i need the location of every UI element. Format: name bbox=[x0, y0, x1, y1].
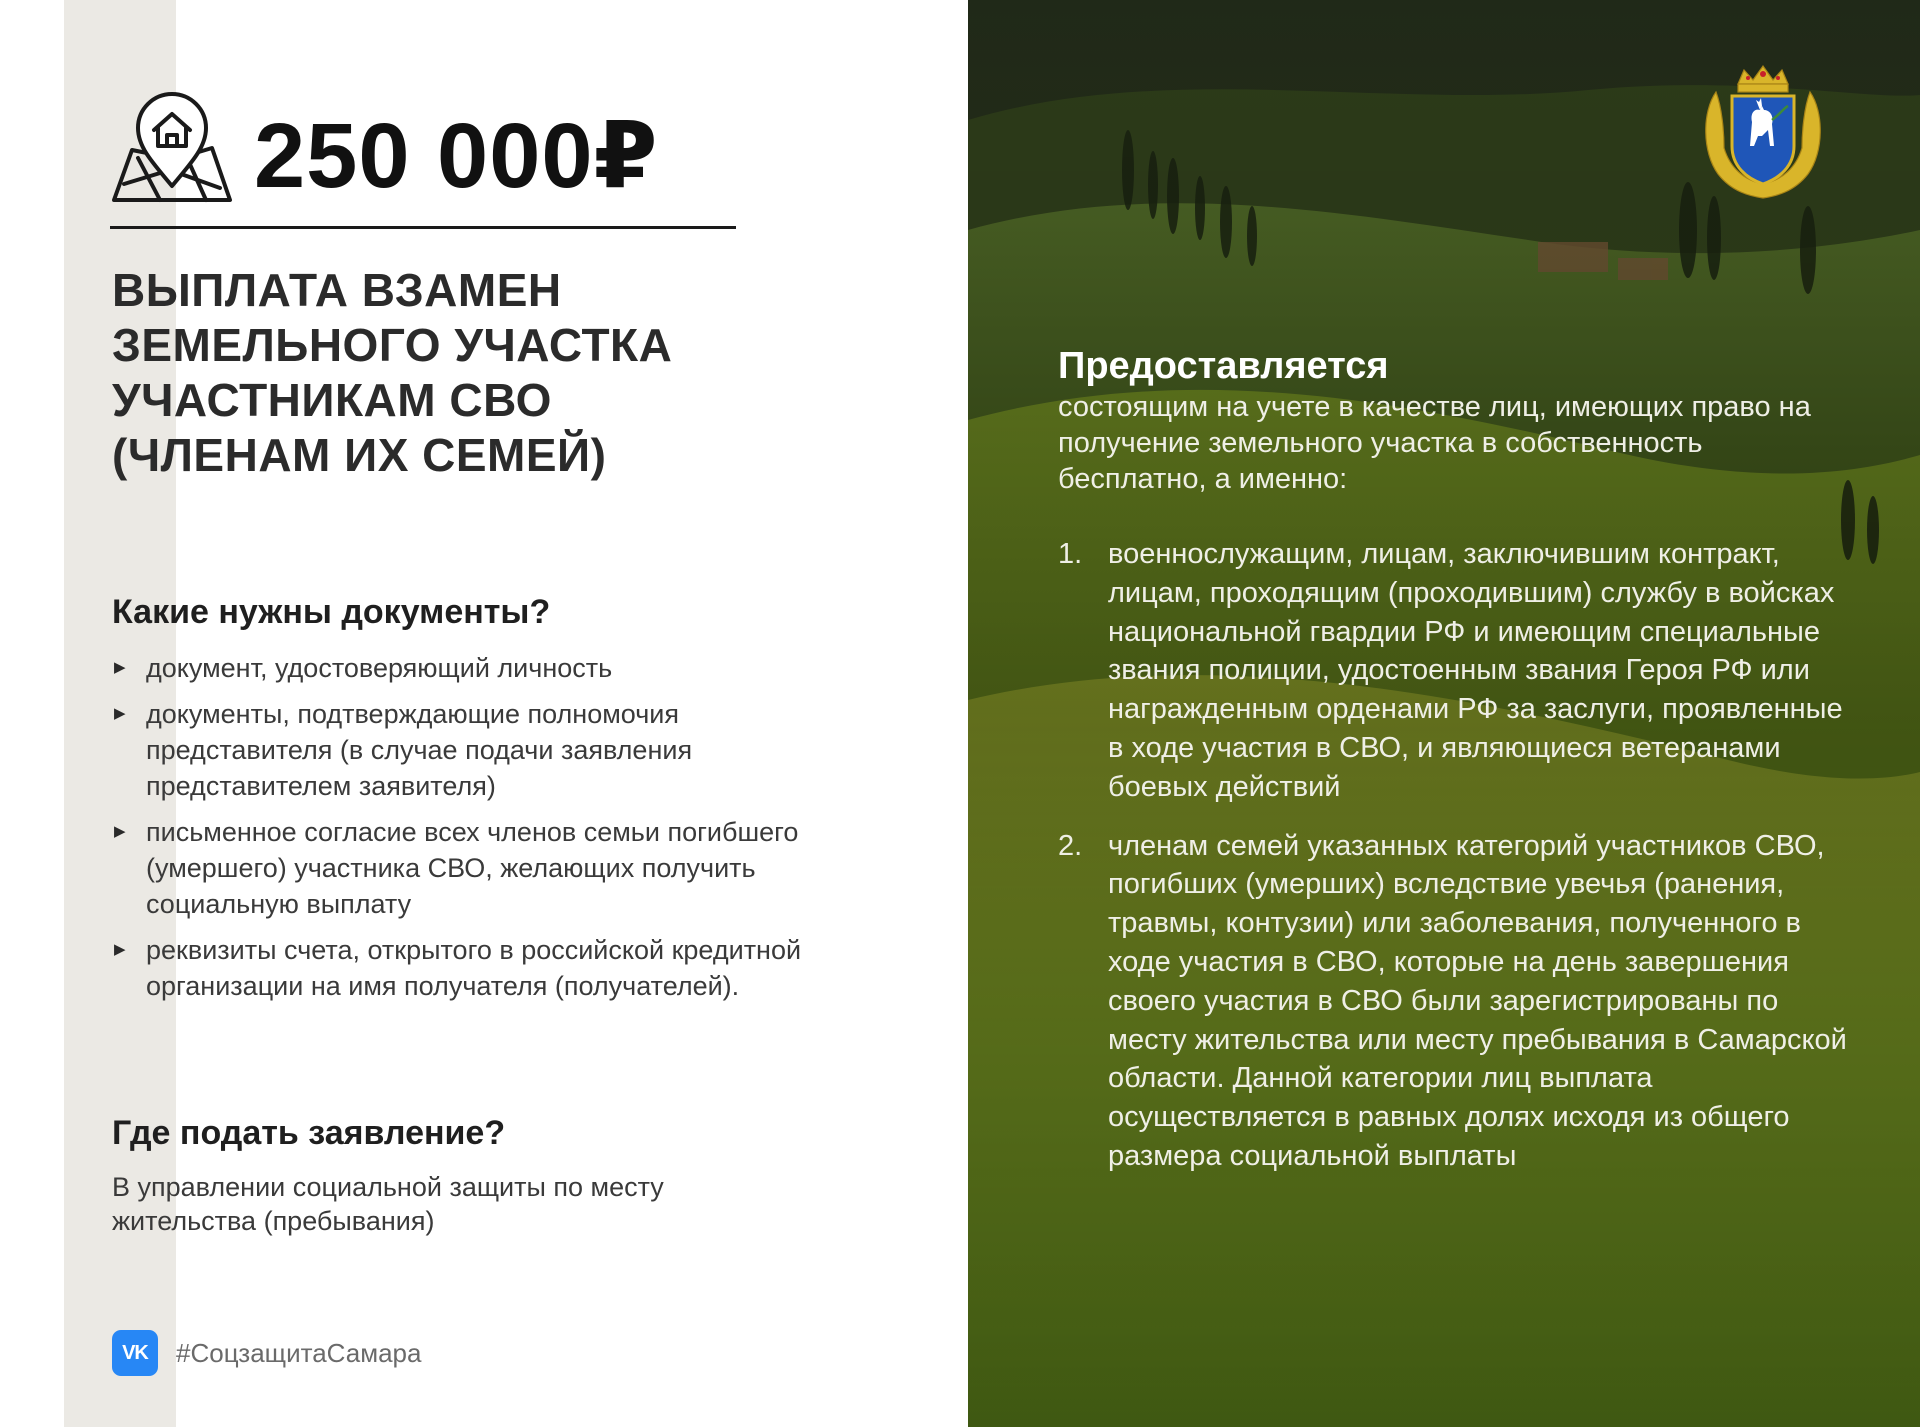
title-line: ВЫПЛАТА ВЗАМЕН bbox=[112, 264, 562, 316]
list-item bbox=[112, 650, 812, 686]
title-line: ЗЕМЕЛЬНОГО УЧАСТКА bbox=[112, 319, 673, 371]
hashtag-link[interactable]: #СоцзащитаСамара bbox=[176, 1338, 422, 1368]
hero-amount-block bbox=[110, 86, 736, 228]
eligibility-block bbox=[1058, 343, 1858, 1196]
title-line: (ЧЛЕНАМ ИХ СЕМЕЙ) bbox=[112, 429, 607, 481]
list-item bbox=[1058, 535, 1858, 807]
list-item-text: военнослужащим, лицам, заключившим контракт, лицам, проходящим (проходившим) службу в войсках национальной гвардии РФ и имеющим специальные звания полиции, удостоенным звания Героя РФ или награжденным орденами РФ за заслуги, проявленные в ходе участия в СВО, и являющиеся ветеранами боевых действий bbox=[1108, 538, 1843, 803]
page-title bbox=[112, 263, 812, 483]
where-text: В управлении социальной защиты по месту жительства (пребывания) bbox=[112, 1172, 664, 1236]
amount-value: 250 000₽ bbox=[254, 105, 659, 207]
divider bbox=[110, 226, 736, 229]
right-panel bbox=[968, 0, 1920, 1427]
triangle-bullet-icon: ▶ bbox=[114, 823, 126, 840]
item-number: 2. bbox=[1058, 829, 1083, 862]
list-item bbox=[1058, 827, 1858, 1176]
map-house-icon bbox=[110, 88, 234, 206]
list-item-text: письменное согласие всех членов семьи погибшего (умершего) участника СВО, желающих получить социальную выплату bbox=[146, 817, 799, 919]
vk-icon[interactable] bbox=[112, 1330, 158, 1376]
list-item-text: членам семей указанных категорий участников СВО, погибших (умерших) вследствие увечья (ранения, травмы, контузии) или заболевания, полученного в ходе участия в СВО, которые на день завершения своего участия в СВО были зарегистрированы по месту жительства или месту пребывания в Самарской области. Данной категории лиц выплата осуществляется в равных долях исходя из общего размера социальной выплаты bbox=[1108, 829, 1847, 1172]
list-item bbox=[112, 696, 812, 804]
documents-heading: Какие нужны документы? bbox=[112, 593, 551, 631]
item-number: 1. bbox=[1058, 538, 1083, 570]
samara-coat-of-arms bbox=[1698, 62, 1828, 200]
list-item bbox=[112, 932, 812, 1004]
title-line: УЧАСТНИКАМ СВО bbox=[112, 374, 552, 426]
list-item bbox=[112, 814, 812, 922]
where-heading: Где подать заявление? bbox=[112, 1114, 506, 1152]
list-item-text: документы, подтверждающие полномочия представителя (в случае подачи заявления представителем заявителя) bbox=[146, 699, 693, 801]
provided-text: состоящим на учете в качестве лиц, имеющих право на получение земельного участка в собственность бесплатно, а именно: bbox=[1058, 391, 1811, 495]
triangle-bullet-icon: ▶ bbox=[114, 941, 126, 958]
triangle-bullet-icon: ▶ bbox=[114, 659, 126, 676]
vk-label: VK bbox=[122, 1342, 148, 1364]
categories-list bbox=[1058, 535, 1858, 1176]
list-item-text: реквизиты счета, открытого в российской кредитной организации на имя получателя (получателей). bbox=[146, 935, 802, 1001]
provided-heading: Предоставляется bbox=[1058, 345, 1389, 387]
list-item-text: документ, удостоверяющий личность bbox=[146, 653, 613, 683]
documents-list bbox=[112, 650, 812, 1014]
triangle-bullet-icon: ▶ bbox=[114, 705, 126, 722]
